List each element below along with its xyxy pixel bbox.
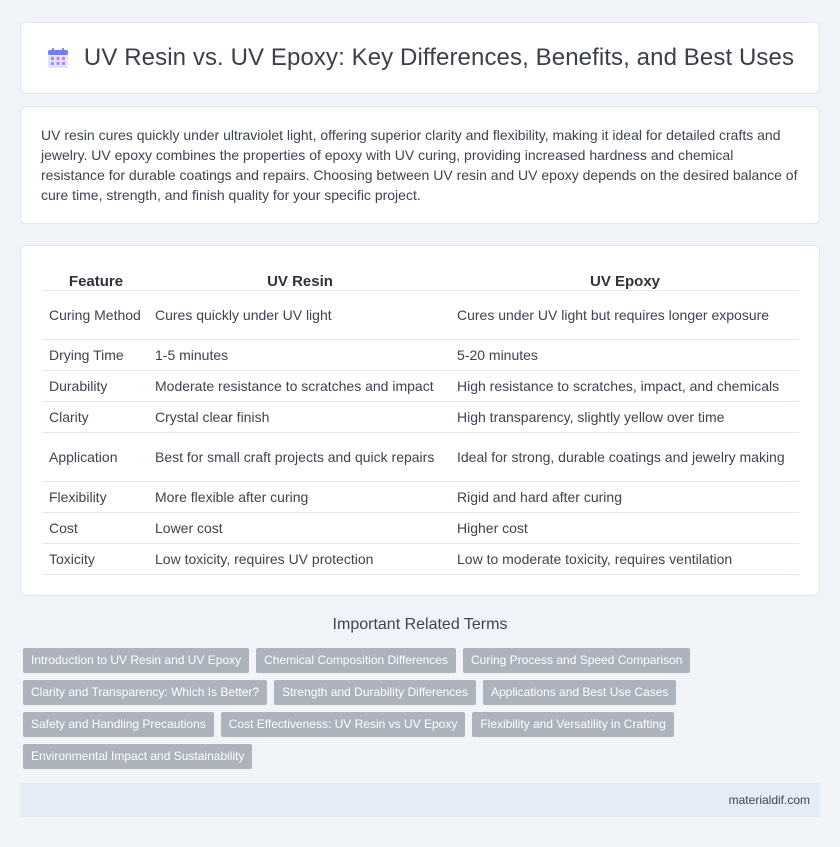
comparison-table <box>43 266 799 575</box>
feature-cell: Flexibility <box>43 481 149 512</box>
table-row <box>43 432 799 481</box>
uv-epoxy-cell: Cures under UV light but requires longer exposure <box>451 290 799 339</box>
uv-epoxy-cell: High transparency, slightly yellow over time <box>451 401 799 432</box>
table-header-row <box>43 266 799 290</box>
uv-resin-cell: Best for small craft projects and quick repairs <box>149 432 451 481</box>
column-header-uv-epoxy: UV Epoxy <box>451 266 799 290</box>
feature-cell: Cost <box>43 512 149 543</box>
uv-epoxy-cell: 5-20 minutes <box>451 339 799 370</box>
feature-cell: Application <box>43 432 149 481</box>
related-terms-tags <box>23 648 823 769</box>
column-header-uv-resin: UV Resin <box>149 266 451 290</box>
footer <box>20 783 820 817</box>
related-term-tag[interactable]: Chemical Composition Differences <box>256 648 456 673</box>
feature-cell: Clarity <box>43 401 149 432</box>
related-term-tag[interactable]: Clarity and Transparency: Which Is Better? <box>23 680 267 705</box>
table-row <box>43 401 799 432</box>
uv-resin-cell: Lower cost <box>149 512 451 543</box>
feature-cell: Drying Time <box>43 339 149 370</box>
feature-cell: Durability <box>43 370 149 401</box>
uv-epoxy-cell: Higher cost <box>451 512 799 543</box>
column-header-feature: Feature <box>43 266 149 290</box>
related-terms-title: Important Related Terms <box>332 616 508 633</box>
feature-cell: Curing Method <box>43 290 149 339</box>
uv-epoxy-cell: Ideal for strong, durable coatings and jewelry making <box>451 432 799 481</box>
related-term-tag[interactable]: Cost Effectiveness: UV Resin vs UV Epoxy <box>221 712 466 737</box>
header-card <box>20 22 820 94</box>
table-row <box>43 339 799 370</box>
page-title: UV Resin vs. UV Epoxy: Key Differences, Benefits, and Best Uses <box>83 44 795 71</box>
related-term-tag[interactable]: Flexibility and Versatility in Crafting <box>472 712 673 737</box>
footer-site-link[interactable]: materialdif.com <box>728 793 810 807</box>
uv-resin-cell: Cures quickly under UV light <box>149 290 451 339</box>
uv-resin-cell: Low toxicity, requires UV protection <box>149 543 451 574</box>
uv-resin-cell: Moderate resistance to scratches and impact <box>149 370 451 401</box>
table-row <box>43 290 799 339</box>
uv-epoxy-cell: Low to moderate toxicity, requires ventilation <box>451 543 799 574</box>
related-term-tag[interactable]: Strength and Durability Differences <box>274 680 476 705</box>
uv-resin-cell: More flexible after curing <box>149 481 451 512</box>
table-row <box>43 481 799 512</box>
table-row <box>43 370 799 401</box>
related-term-tag[interactable]: Environmental Impact and Sustainability <box>23 744 252 769</box>
uv-epoxy-cell: Rigid and hard after curing <box>451 481 799 512</box>
related-term-tag[interactable]: Safety and Handling Precautions <box>23 712 214 737</box>
title-wrap <box>46 44 794 72</box>
feature-cell: Toxicity <box>43 543 149 574</box>
table-row <box>43 543 799 574</box>
table-row <box>43 512 799 543</box>
related-term-tag[interactable]: Curing Process and Speed Comparison <box>463 648 690 673</box>
intro-card <box>20 106 820 224</box>
uv-resin-cell: Crystal clear finish <box>149 401 451 432</box>
uv-epoxy-cell: High resistance to scratches, impact, and chemicals <box>451 370 799 401</box>
intro-paragraph: UV resin cures quickly under ultraviolet light, offering superior clarity and flexibility, making it ideal for detailed crafts and jewelry. UV epoxy combines the properties of epoxy with UV curing, providing increased hardness and chemical resistance for durable coatings and repairs. Choosing between UV resin and UV epoxy depends on the desired balance of cure time, strength, and finish quality for your specific project. <box>41 127 798 203</box>
related-term-tag[interactable]: Introduction to UV Resin and UV Epoxy <box>23 648 249 673</box>
uv-resin-cell: 1-5 minutes <box>149 339 451 370</box>
related-term-tag[interactable]: Applications and Best Use Cases <box>483 680 676 705</box>
comparison-table-card <box>20 245 820 596</box>
calendar-icon <box>46 46 70 70</box>
